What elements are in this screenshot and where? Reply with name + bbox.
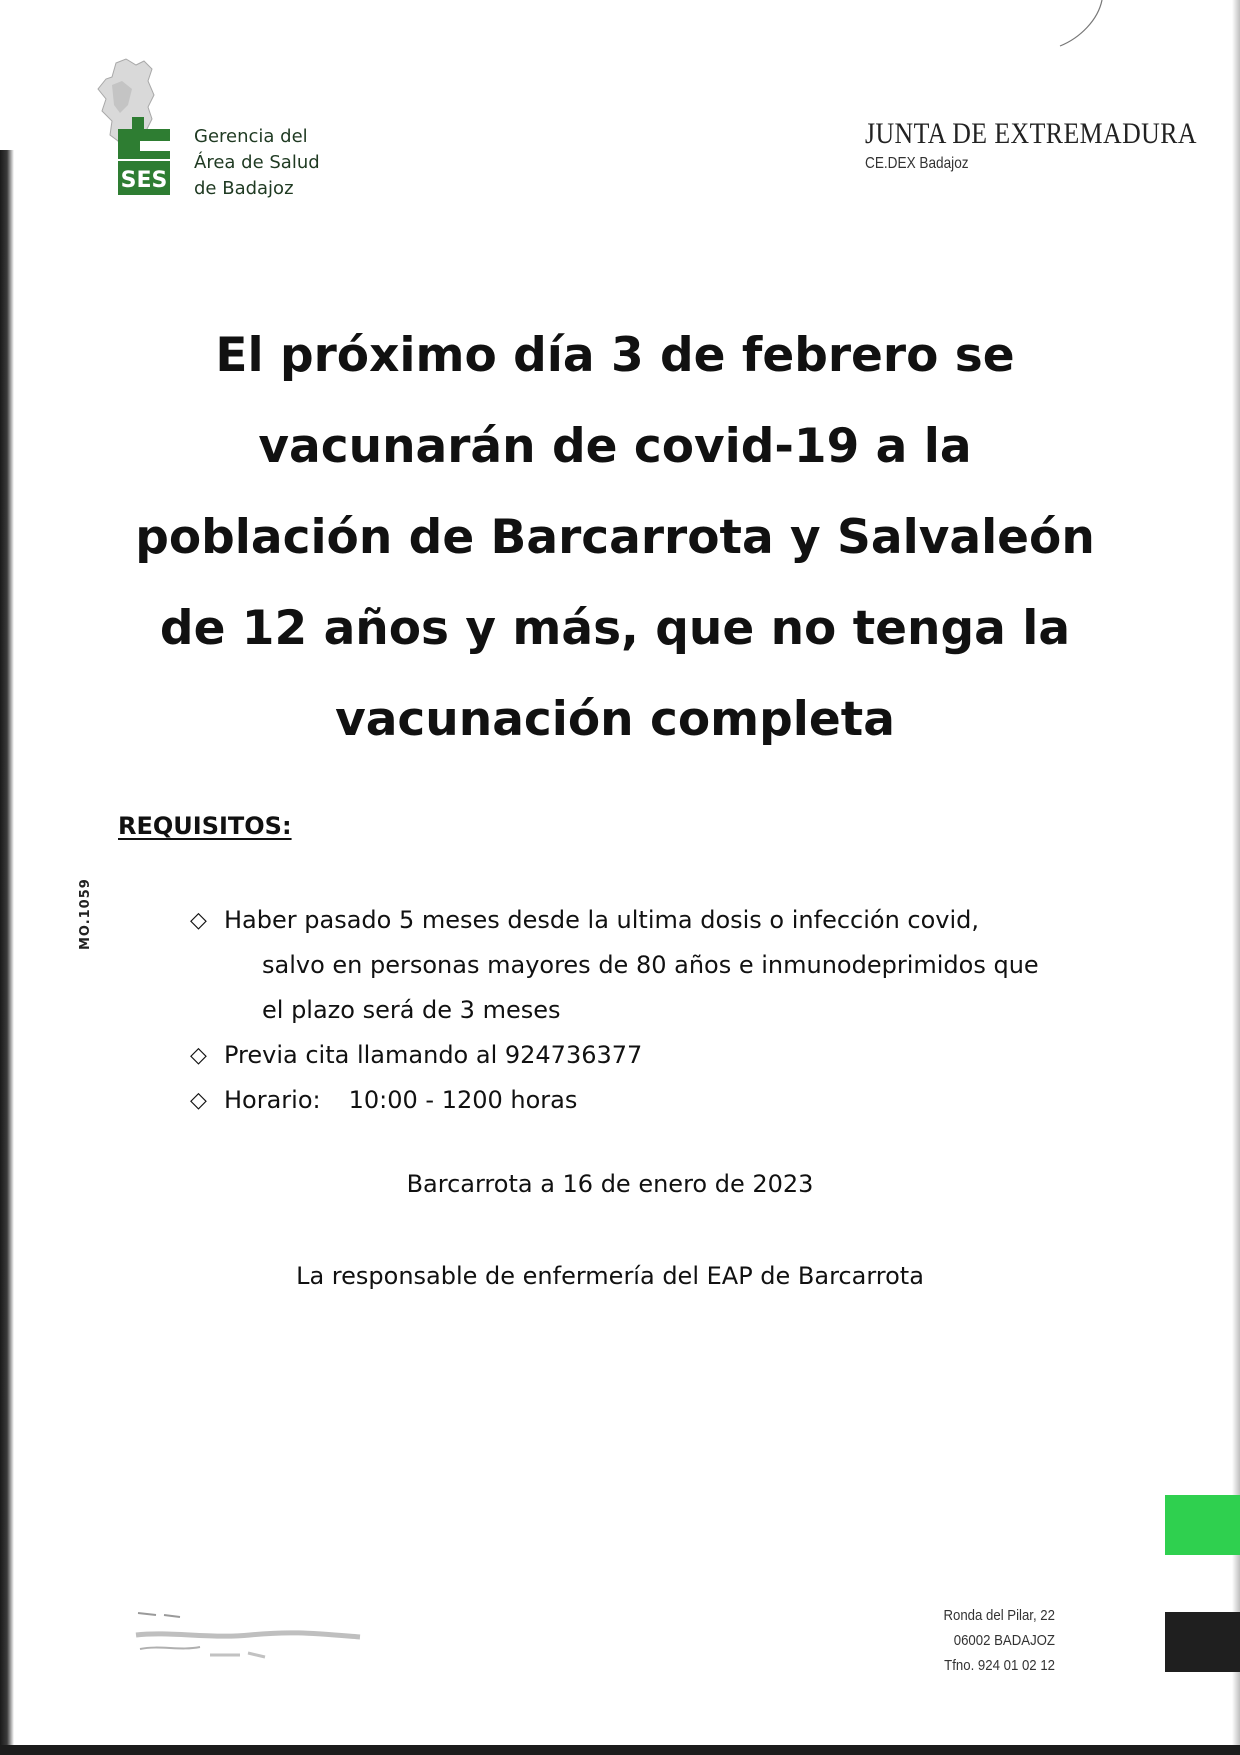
diamond-bullet-icon: ◇	[190, 908, 207, 933]
color-swatch-dark	[1165, 1612, 1240, 1672]
scan-right-edge	[1232, 0, 1240, 1755]
address-line-1: Ronda del Pilar, 22	[943, 1607, 1055, 1624]
color-swatch-green	[1165, 1495, 1240, 1555]
org-line-3: de Badajoz	[194, 178, 294, 199]
signature-line: La responsable de enfermería del EAP de Barcarrota	[296, 1262, 924, 1290]
address-line-2: 06002 BADAJOZ	[953, 1632, 1055, 1649]
requirements-title: REQUISITOS:	[118, 812, 292, 840]
requirements-list	[190, 898, 1130, 1123]
requirement-1-line-2: salvo en personas mayores de 80 años e inmunodeprimidos que	[262, 951, 1039, 979]
scan-bottom-edge	[0, 1745, 1240, 1755]
sub-office: CE.DEX Badajoz	[865, 155, 969, 172]
logo-text: SES	[120, 168, 168, 193]
ses-logo-icon	[92, 55, 182, 205]
requirement-1-line-1: Haber pasado 5 meses desde la ultima dosis o infección covid,	[224, 906, 980, 934]
headline-line-5: vacunación completa	[335, 692, 895, 747]
corner-mark	[1040, 0, 1110, 50]
headline-line-4: de 12 años y más, que no tenga la	[159, 601, 1071, 656]
org-name	[194, 124, 320, 202]
government-header	[865, 117, 1240, 173]
diamond-bullet-icon: ◇	[190, 1043, 207, 1068]
requirement-3	[224, 1078, 1130, 1123]
government-name: JUNTA DE EXTREMADURA	[865, 117, 1197, 150]
side-code: MO.1059	[78, 878, 93, 950]
list-item	[190, 898, 1130, 1033]
schedule-value: 10:00 - 1200 horas	[348, 1086, 578, 1114]
schedule-label: Horario:	[224, 1086, 321, 1114]
list-item	[190, 1033, 1130, 1078]
requirement-2-line-1: Previa cita llamando al 924736377	[224, 1041, 643, 1069]
headline-line-3: población de Barcarrota y Salvaleón	[135, 510, 1095, 565]
blurred-footer-text	[130, 1605, 380, 1675]
date-line: Barcarrota a 16 de enero de 2023	[406, 1170, 814, 1198]
requirement-1-line-3: el plazo será de 3 meses	[262, 996, 561, 1024]
scan-left-edge	[0, 150, 14, 1755]
org-line-1: Gerencia del	[194, 126, 308, 147]
footer-address	[925, 1603, 1055, 1678]
headline	[110, 310, 1120, 765]
list-item	[190, 1078, 1130, 1123]
headline-line-1: El próximo día 3 de febrero se	[215, 328, 1015, 383]
org-line-2: Área de Salud	[194, 152, 320, 173]
headline-line-2: vacunarán de covid-19 a la	[258, 419, 972, 474]
diamond-bullet-icon: ◇	[190, 1088, 207, 1113]
address-line-3: Tfno. 924 01 02 12	[944, 1657, 1055, 1674]
